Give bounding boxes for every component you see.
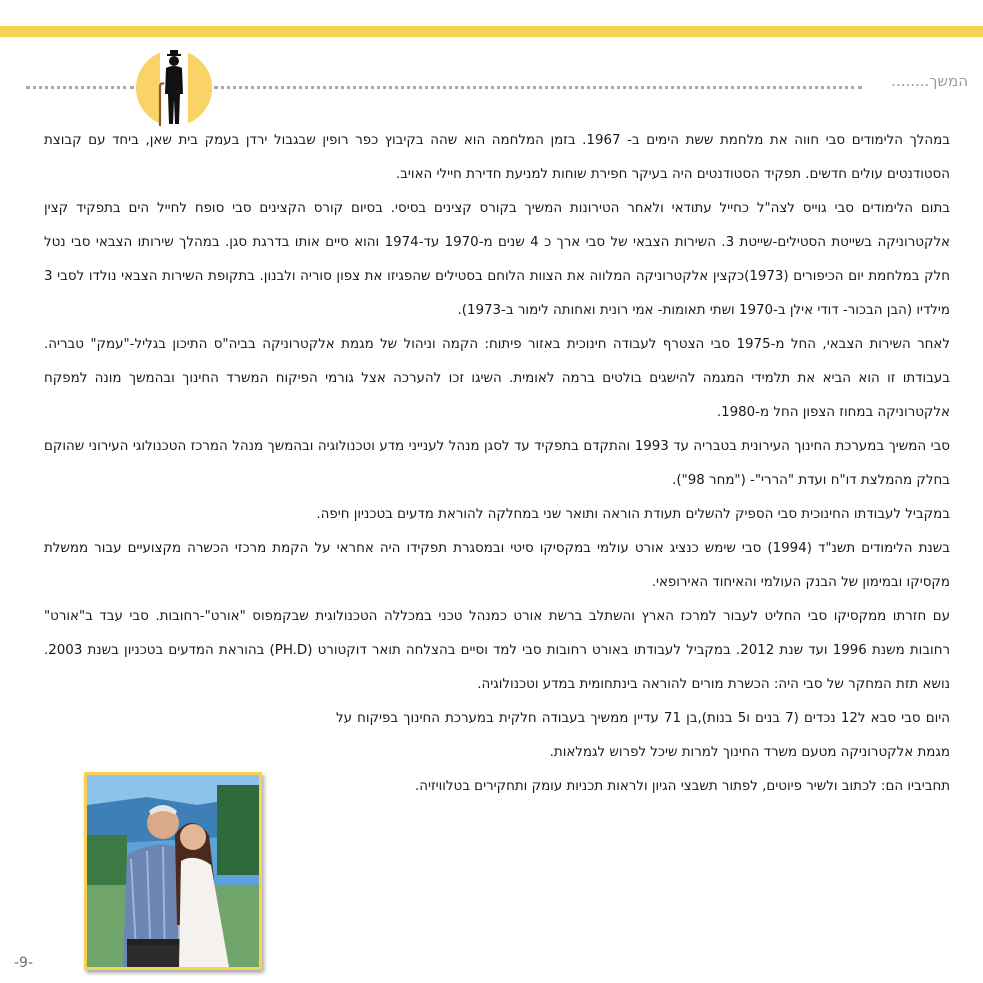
- paragraph-ort-rehovot: עם חזרתו ממקסיקו סבי החליט לעבור למרכז הארץ והשתלב ברשת אורט כמנהל טכני במכללה הטכנולוגית שבקמפוס "אורט"-רחובות. סבי עבד ב"אורט" רחובות משנת 1996 ועד שנת 2012. במקביל לעבודתו באורט רחובות סבי למד וסיים בהצלחה תואר דוקטורט (PH.D) בהוראת המדעים בטכניון בשנת 2003. נושא תזת המחקר של סבי היה: הכשרת מורים להוראה בינתחומית במדע וטכנולוגיה.: [44, 609, 951, 692]
- elderly-man-with-cane-icon: [136, 50, 212, 126]
- paragraph-education-career: לאחר השירות הצבאי, החל מ-1975 סבי הצטרף לעבודה חינוכית באזור פיתוח: הקמה וניהול של מגמת אלקטרוניקה בביה"ס התיכון בגליל-"עמק" טבריה. בעבודתו זו הוא הביא את תלמידי המגמה להישגים בולטים ברמה לאומית. השיגו זכו להערכה אצל גורמי הפיקוח המשרד החינוך ובהמשך מונה למפקח אלקטרוניקה במחוז הצפון החל מ-1980.: [44, 337, 950, 420]
- page-number: -9-: [14, 955, 34, 971]
- continued-label: המשך........: [891, 72, 968, 90]
- paragraph-mexico: בשנת הלימודים תשנ"ד (1994) סבי שימש כנציג אורט עולמי במקסיקו סיטי ובמסגרת תפקידו היה אחראי על הקמת מרכזי הכשרה מקצועיים עבור ממשלת מקסיקו ובמימון של הבנק העולמי והאיחוד האירופאי.: [44, 541, 950, 590]
- paragraph-hobbies: תחביביו הם: לכתוב ולשיר פיוטים, לפתור תשבצי הגיון ולראות תכניות עומק ותחקירים בטלוויזיה.: [414, 779, 950, 794]
- biography-text: [44, 124, 950, 804]
- paragraph-army-service: בתום הלימודים סבי גוייס לצה"ל כחייל עתודאי ולאחר הטירונות המשיך בקורס קצינים בסיסי. בסיום קורס הקצינים סבי סופח לחייל הים בתפקיד קצין אלקטרוניקה בשייטת הסטילים-שייטת 3. השירות הצבאי של סבי ארך כ 4 שנים מ-1970 עד-1974 והוא סיים אותו בדרגת סגן. במהלך שירותו הצבאי סבי נטל חלק במלחמת יום הכיפורים (1973)כקצין אלקטרוניקה המלווה את הצוות הלוחם בסטילים שהפגיזו את צפון סוריה ולבנון. בתקופת השירות הצבאי נולדו לסבי 3 מילדיו (הבן הבכור- דודי אילן ב-1970 ושתי תאומות- אמי רונית ואחותה לימור ב-1973).: [44, 201, 950, 318]
- header-color-band: [0, 26, 983, 37]
- dotted-divider-right: [214, 86, 862, 89]
- paragraph-technion-degree: במקביל לעבודתו החינוכית סבי הספיק להשלים תעודת הוראה ותואר שני במחלקה להוראת מדעים בטכניון חיפה.: [316, 507, 950, 522]
- dotted-divider-left: [26, 86, 134, 89]
- paragraph-today: היום סבי סבא ל12 נכדים (7 בנים ו5 בנות),בן 71 עדיין ממשיך בעבודה חלקית במערכת החינוך בפיקוח על מגמת אלקטרוניקה מטעם משרד החינוך למרות שיכל לפרוש לגמלאות.: [336, 711, 951, 760]
- paragraph-six-day-war: במהלך הלימודים סבי חווה את מלחמת ששת הימים ב- 1967. בזמן המלחמה הוא שהה בקיבוץ כפר רופין שבגבול ירדן בעמק בית שאן, ביחד עם קבוצת הסטודנטים עולים חדשים. תפקיד הסטודנטים היה בעיקר חפירת שוחות למניעת חדירת חיילי האויב.: [44, 133, 950, 182]
- paragraph-tiberias: סבי המשיך במערכת החינוך העירונית בטבריה עד 1993 והתקדם בתפקיד עד לסגן מנהל לענייני מדע וטכנולוגיה ובהמשך מנהל המרכז הטכנולוגי העירוני שהוקם בחלק מהמלצת דו"ח ועדת "הררי"- ("מחר 98").: [44, 439, 950, 488]
- family-photo: [84, 772, 262, 970]
